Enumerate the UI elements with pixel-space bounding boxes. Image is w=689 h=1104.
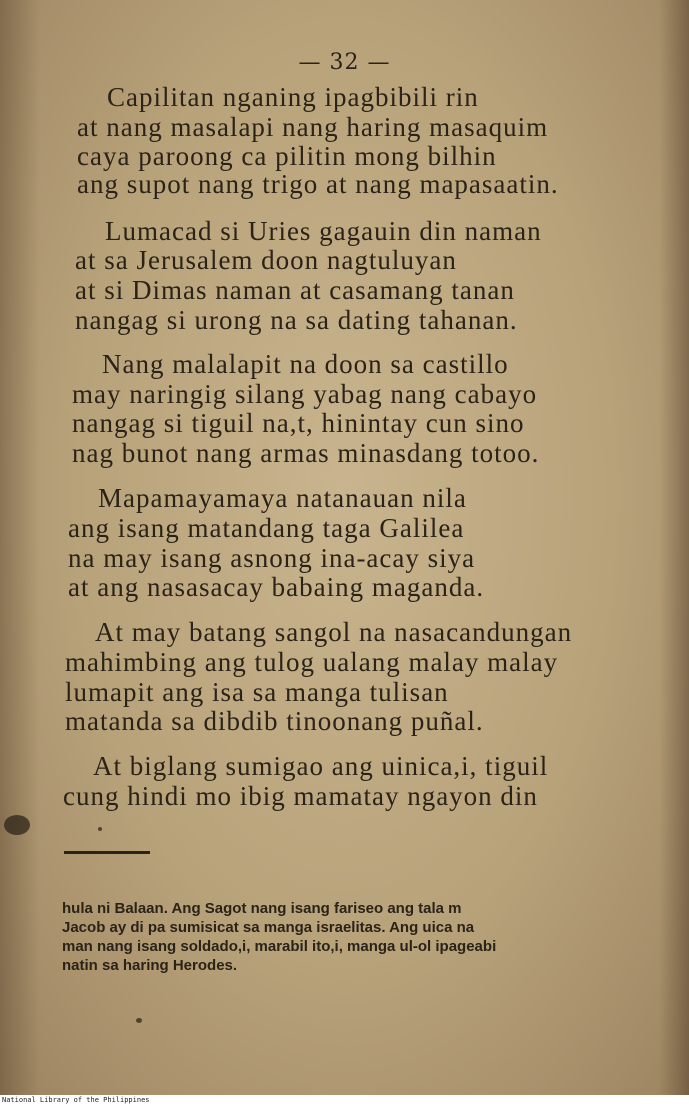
verse-line: lumapit ang isa sa manga tulisan	[65, 677, 449, 707]
verse-line: at ang nasasacay babaing maganda.	[68, 572, 485, 602]
verse-line: cung hindi mo ibig mamatay ngayon din	[63, 781, 538, 811]
ink-stain	[4, 815, 30, 835]
verse-line: may naringig silang yabag nang cabayo	[72, 379, 538, 409]
footnote	[62, 899, 647, 975]
verse-line: At biglang sumigao ang uinica,i, tiguil	[93, 751, 549, 781]
verse-line: caya paroong ca pilitin mong bilhin	[77, 141, 497, 171]
verse-line: Lumacad si Uries gagauin din naman	[105, 216, 542, 246]
verse-line: nangag si urong na sa dating tahanan.	[75, 305, 518, 335]
verse-line: nangag si tiguil na,t, hinintay cun sino	[72, 408, 525, 438]
page-edge-shadow-left	[0, 0, 40, 1095]
footnote-divider	[64, 851, 150, 854]
page-number: — 32 —	[298, 50, 391, 75]
verse-line: at sa Jerusalem doon nagtuluyan	[75, 245, 457, 275]
footnote-line: Jacob ay di pa sumisicat sa manga israelitas. Ang uica na	[62, 919, 475, 936]
verse-line: nag bunot nang armas minasdang totoo.	[72, 438, 540, 468]
ink-speck	[136, 1018, 142, 1023]
library-credit: National Library of the Philippines	[2, 1096, 150, 1104]
verse-line: Capilitan nganing ipagbibili rin	[107, 82, 479, 112]
footnote-line: man nang isang soldado,i, marabil ito,i, manga ul-ol ipageabi	[62, 938, 497, 955]
verse-line: Nang malalapit na doon sa castillo	[102, 349, 509, 379]
verse-line: na may isang asnong ina-acay siya	[68, 543, 476, 573]
verse-line: At may batang sangol na nasacandungan	[95, 617, 573, 647]
footnote-line: hula ni Balaan. Ang Sagot nang isang fariseo ang tala m	[62, 900, 462, 917]
page-edge-shadow-right	[659, 0, 689, 1095]
footnote-line: natin sa haring Herodes.	[62, 957, 238, 974]
ink-speck	[98, 827, 102, 831]
verse-line: ang isang matandang taga Galilea	[68, 513, 465, 543]
verse-line: Mapamayamaya natanauan nila	[98, 483, 467, 513]
verse-line: at si Dimas naman at casamang tanan	[75, 275, 515, 305]
verse-line: mahimbing ang tulog ualang malay malay	[65, 647, 559, 677]
verse-line: at nang masalapi nang haring masaquim	[77, 112, 549, 142]
verse-line: matanda sa dibdib tinoonang puñal.	[65, 706, 484, 736]
verse-line: ang supot nang trigo at nang mapasaatin.	[77, 169, 559, 199]
